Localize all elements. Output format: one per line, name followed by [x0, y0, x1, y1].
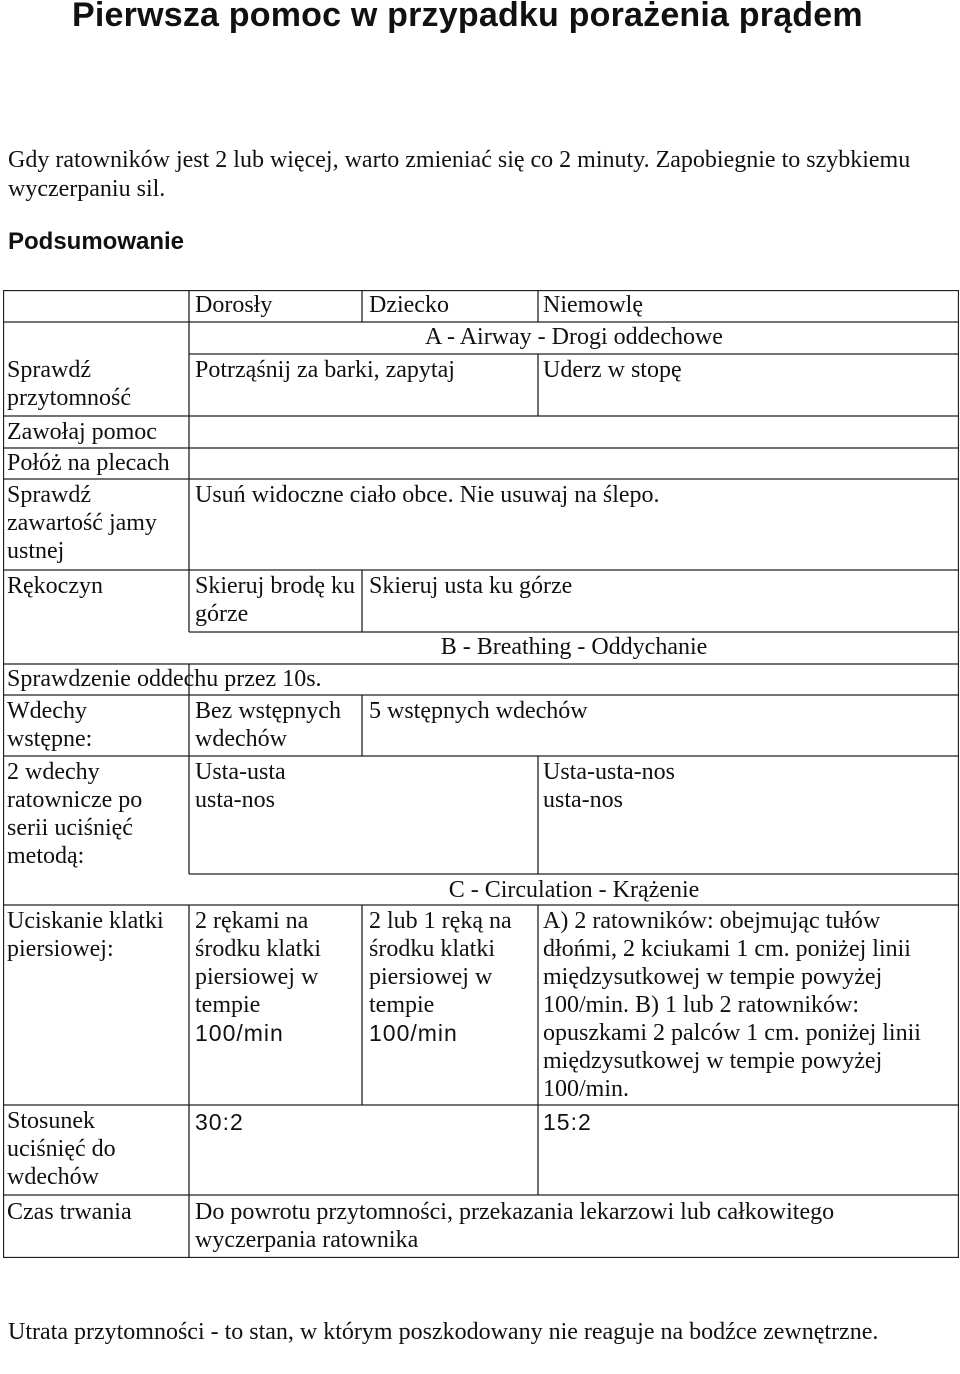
row-label-compressions: Uciskanie klatki piersiowej: [7, 908, 164, 962]
cell-rescue-breaths-adult-child: Usta-usta usta-nos [195, 759, 286, 813]
row-label-rescue-breaths: 2 wdechy ratownicze po serii uciśnięć metodą: [7, 759, 143, 869]
col-header-child: Dziecko [369, 292, 449, 318]
row-label-initial-breaths: Wdechy wstępne: [7, 698, 93, 752]
section-c-heading: C - Circulation - Krążenie [448, 877, 700, 903]
cell-duration-all: Do powrotu przytomności, przekazania lekarzowi lub całkowitego wyczerpania ratownika [195, 1199, 835, 1253]
row-label-ratio: Stosunek uciśnięć do wdechów [7, 1108, 116, 1190]
cell-maneuver-adult: Skieruj brodę ku górze [195, 573, 355, 627]
row-label-check-consciousness: Sprawdź przytomność [7, 357, 131, 411]
row-label-maneuver: Rękoczyn [7, 573, 103, 599]
cell-rescue-breaths-infant: Usta-usta-nos usta-nos [543, 759, 675, 813]
row-label-duration: Czas trwania [7, 1199, 132, 1225]
row-label-call-help: Zawołaj pomoc [7, 419, 157, 445]
section-a-heading: A - Airway - Drogi oddechowe [425, 324, 723, 350]
cell-initial-breaths-adult: Bez wstępnych wdechów [195, 698, 341, 752]
compressions-adult-text: 2 rękami na środku klatki piersiowej w tempie [195, 908, 321, 1018]
footer-definition: Utrata przytomności - to stan, w którym poszkodowany nie reaguje na bodźce zewnętrzne. [8, 1319, 879, 1345]
first-aid-summary-table [3, 290, 959, 1258]
col-header-adult: Dorosły [195, 292, 273, 318]
breath-check-note: Sprawdzenie oddechu przez 10s. [7, 666, 322, 692]
cell-consciousness-adult-child: Potrząśnij za barki, zapytaj [195, 357, 455, 383]
summary-heading: Podsumowanie [8, 228, 185, 255]
cell-compressions-child [369, 907, 534, 1048]
section-b-heading: B - Breathing - Oddychanie [440, 634, 708, 660]
cell-ratio-adult-child: 30:2 [195, 1109, 244, 1135]
compressions-adult-rate: 100/min [195, 1020, 284, 1046]
col-header-infant: Niemowlę [543, 292, 643, 318]
compressions-child-rate: 100/min [369, 1020, 458, 1046]
cell-consciousness-infant: Uderz w stopę [543, 357, 682, 383]
cell-compressions-infant: A) 2 ratowników: obejmując tułów dłońmi, 2 kciukami 1 cm. poniżej linii międzysutkowej w tempie powyżej 100/min. B) 1 lub 2 ratowników: opuszkami 2 palców 1 cm. poniżej linii międzysutkowej w tempie powyżej 100/min. [543, 908, 921, 1102]
cell-initial-breaths-child-infant: 5 wstępnych wdechów [369, 698, 588, 724]
page-title: Pierwsza pomoc w przypadku porażenia prądem [72, 0, 863, 34]
row-label-lay-on-back: Połóż na plecach [7, 450, 170, 476]
cell-check-mouth-all: Usuń widoczne ciało obce. Nie usuwaj na ślepo. [195, 482, 660, 508]
cell-ratio-infant: 15:2 [543, 1109, 592, 1135]
compressions-child-text: 2 lub 1 ręką na środku klatki piersiowej w tempie [369, 908, 512, 1018]
cell-maneuver-child-infant: Skieruj usta ku górze [369, 573, 573, 599]
intro-paragraph: Gdy ratowników jest 2 lub więcej, warto zmieniać się co 2 minuty. Zapobiegnie to szybkiemu wyczerpaniu sil. [8, 147, 911, 202]
row-label-check-mouth: Sprawdź zawartość jamy ustnej [7, 482, 157, 564]
cell-compressions-adult [195, 907, 355, 1048]
